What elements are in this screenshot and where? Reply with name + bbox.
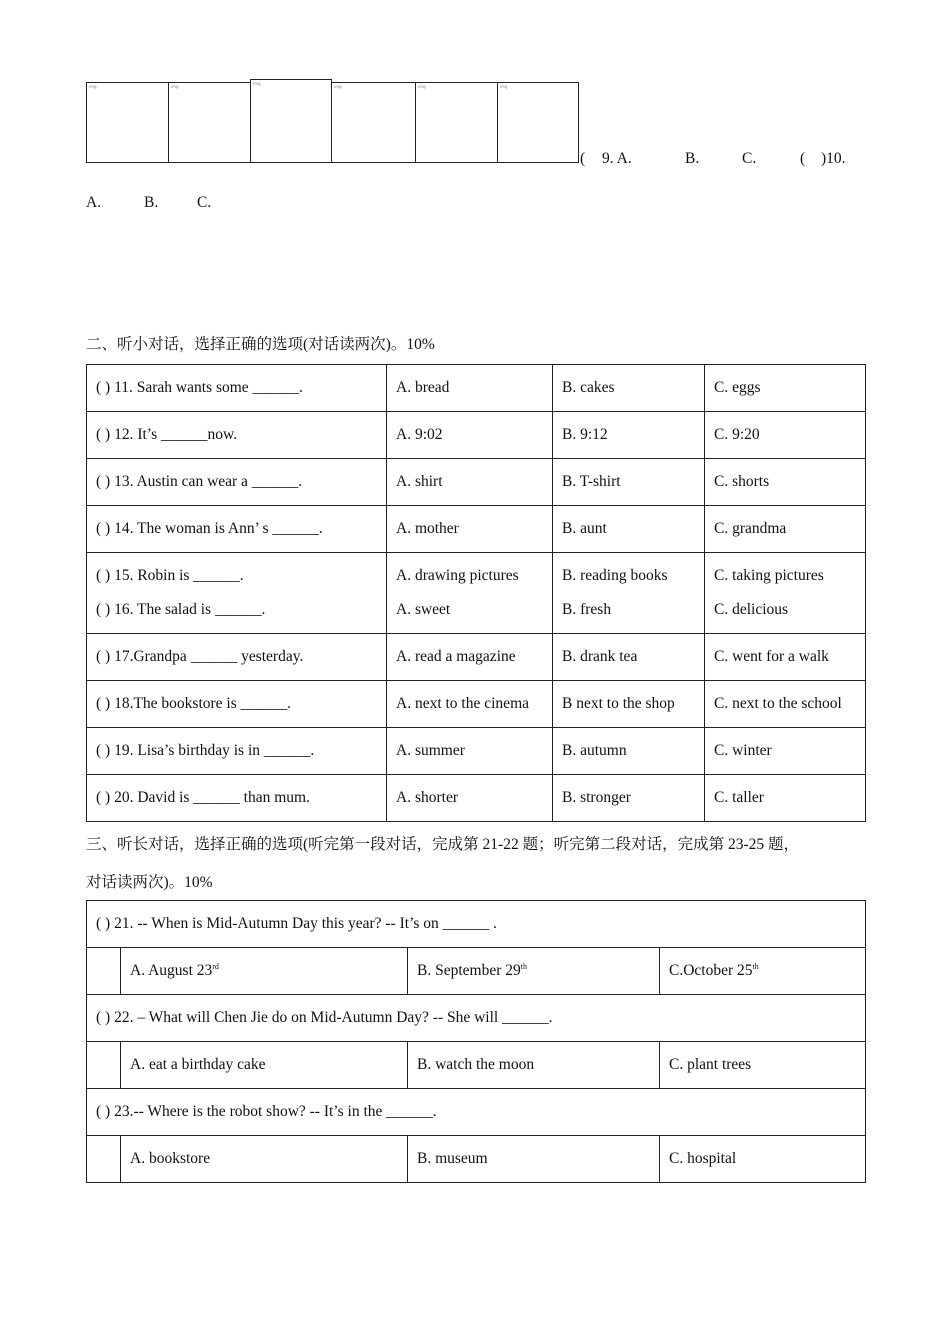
q9-label: 9. A. bbox=[602, 150, 632, 167]
option-b[interactable]: B. watch the moon bbox=[408, 1042, 660, 1089]
option-b-16[interactable]: B. fresh bbox=[562, 601, 612, 618]
table-row bbox=[87, 948, 866, 995]
option-b[interactable]: B. cakes bbox=[553, 365, 705, 412]
table-row bbox=[87, 681, 866, 728]
picture-box-3 bbox=[250, 79, 332, 163]
q10-option-a: A. bbox=[86, 194, 102, 211]
option-b[interactable]: B next to the shop bbox=[553, 681, 705, 728]
q10-option-c: C. bbox=[197, 194, 212, 211]
option-b[interactable]: B. stronger bbox=[553, 775, 705, 822]
table-row bbox=[87, 728, 866, 775]
section3-table bbox=[86, 900, 866, 1183]
picture-box-2 bbox=[168, 82, 251, 163]
questions-15-16 bbox=[87, 553, 387, 634]
section3-title-line2: 对话读两次)。10% bbox=[86, 874, 213, 891]
table-row bbox=[87, 365, 866, 412]
picture-label: img bbox=[171, 84, 179, 89]
option-c-15[interactable]: C. taking pictures bbox=[714, 567, 824, 584]
option-a[interactable]: A. shorter bbox=[387, 775, 553, 822]
option-a-text: A. August 23 bbox=[130, 962, 213, 980]
picture-label: img bbox=[500, 84, 508, 89]
option-c[interactable]: C. grandma bbox=[705, 506, 866, 553]
table-row bbox=[87, 506, 866, 553]
option-c[interactable]: C. eggs bbox=[705, 365, 866, 412]
question-13: ( ) 13. Austin can wear a ______. bbox=[87, 459, 387, 506]
option-c[interactable]: C. taller bbox=[705, 775, 866, 822]
table-row bbox=[87, 775, 866, 822]
ordinal-suffix: th bbox=[752, 961, 759, 971]
q10-option-b: B. bbox=[144, 194, 159, 211]
option-c-16[interactable]: C. delicious bbox=[714, 601, 789, 618]
option-b[interactable]: B. aunt bbox=[553, 506, 705, 553]
table-row bbox=[87, 1042, 866, 1089]
option-c[interactable]: C. shorts bbox=[705, 459, 866, 506]
ordinal-suffix: rd bbox=[212, 961, 219, 971]
section2-table bbox=[86, 364, 866, 822]
option-b-15[interactable]: B. reading books bbox=[562, 567, 668, 584]
question-21: ( ) 21. -- When is Mid-Autumn Day this year? -- It’s on ______ . bbox=[87, 901, 866, 948]
option-b[interactable]: B. autumn bbox=[553, 728, 705, 775]
question-23: ( ) 23.-- Where is the robot show? -- It’s in the ______. bbox=[87, 1089, 866, 1136]
question-19: ( ) 19. Lisa’s birthday is in ______. bbox=[87, 728, 387, 775]
option-a[interactable] bbox=[121, 948, 408, 995]
option-a[interactable]: A. shirt bbox=[387, 459, 553, 506]
options-c bbox=[705, 553, 866, 634]
picture-box-1 bbox=[86, 82, 169, 163]
option-c[interactable]: C. hospital bbox=[660, 1136, 866, 1183]
table-row bbox=[87, 459, 866, 506]
option-a[interactable]: A. eat a birthday cake bbox=[121, 1042, 408, 1089]
question-17: ( ) 17.Grandpa ______ yesterday. bbox=[87, 634, 387, 681]
option-a-15[interactable]: A. drawing pictures bbox=[396, 567, 519, 584]
option-a[interactable]: A. bread bbox=[387, 365, 553, 412]
q10-label: )10. bbox=[821, 150, 846, 167]
section3-title-line1: 三、听长对话，选择正确的选项(听完第一段对话，完成第 21-22 题；听完第二段对话，完成第 23-25 题， bbox=[86, 836, 799, 853]
option-c[interactable]: C. plant trees bbox=[660, 1042, 866, 1089]
question-15: ( ) 15. Robin is ______. bbox=[96, 567, 244, 584]
picture-label: img bbox=[334, 84, 342, 89]
option-b[interactable]: B. museum bbox=[408, 1136, 660, 1183]
option-b[interactable]: B. 9:12 bbox=[553, 412, 705, 459]
picture-label: img bbox=[418, 84, 426, 89]
option-a[interactable]: A. bookstore bbox=[121, 1136, 408, 1183]
question-22: ( ) 22. – What will Chen Jie do on Mid-Autumn Day? -- She will ______. bbox=[87, 995, 866, 1042]
question-12: ( ) 12. It’s ______now. bbox=[87, 412, 387, 459]
blank-cell bbox=[87, 948, 121, 995]
option-a[interactable]: A. summer bbox=[387, 728, 553, 775]
option-b[interactable]: B. T-shirt bbox=[553, 459, 705, 506]
option-a[interactable]: A. read a magazine bbox=[387, 634, 553, 681]
question-16: ( ) 16. The salad is ______. bbox=[96, 601, 266, 618]
q9-option-c: C. bbox=[742, 150, 757, 167]
picture-label: img bbox=[89, 84, 97, 89]
ordinal-suffix: th bbox=[520, 961, 527, 971]
q10-paren: ( bbox=[800, 150, 806, 167]
picture-box-4 bbox=[331, 82, 416, 163]
blank-cell bbox=[87, 1042, 121, 1089]
options-a bbox=[387, 553, 553, 634]
table-row bbox=[87, 1089, 866, 1136]
question-20: ( ) 20. David is ______ than mum. bbox=[87, 775, 387, 822]
blank-cell bbox=[87, 1136, 121, 1183]
option-c-text: C.October 25 bbox=[669, 962, 753, 980]
question-18: ( ) 18.The bookstore is ______. bbox=[87, 681, 387, 728]
q9-paren: ( bbox=[580, 150, 586, 167]
picture-box-6 bbox=[497, 82, 579, 163]
option-c[interactable]: C. next to the school bbox=[705, 681, 866, 728]
option-a[interactable]: A. next to the cinema bbox=[387, 681, 553, 728]
option-a[interactable]: A. 9:02 bbox=[387, 412, 553, 459]
table-row bbox=[87, 995, 866, 1042]
table-row bbox=[87, 901, 866, 948]
option-b-text: B. September 29 bbox=[417, 962, 521, 980]
option-c[interactable]: C. 9:20 bbox=[705, 412, 866, 459]
option-a[interactable]: A. mother bbox=[387, 506, 553, 553]
option-c[interactable]: C. went for a walk bbox=[705, 634, 866, 681]
section2-title: 二、听小对话，选择正确的选项(对话读两次)。10% bbox=[86, 336, 435, 353]
q9-option-b: B. bbox=[685, 150, 700, 167]
option-b[interactable] bbox=[408, 948, 660, 995]
options-b bbox=[553, 553, 705, 634]
question-11: ( ) 11. Sarah wants some ______. bbox=[87, 365, 387, 412]
option-a-16[interactable]: A. sweet bbox=[396, 601, 451, 618]
option-c[interactable]: C. winter bbox=[705, 728, 866, 775]
table-row bbox=[87, 1136, 866, 1183]
question-14: ( ) 14. The woman is Ann’ s ______. bbox=[87, 506, 387, 553]
option-b[interactable]: B. drank tea bbox=[553, 634, 705, 681]
table-row bbox=[87, 553, 866, 634]
picture-label: img bbox=[253, 81, 261, 86]
table-row bbox=[87, 412, 866, 459]
table-row bbox=[87, 634, 866, 681]
option-c[interactable] bbox=[660, 948, 866, 995]
picture-box-5 bbox=[415, 82, 498, 163]
